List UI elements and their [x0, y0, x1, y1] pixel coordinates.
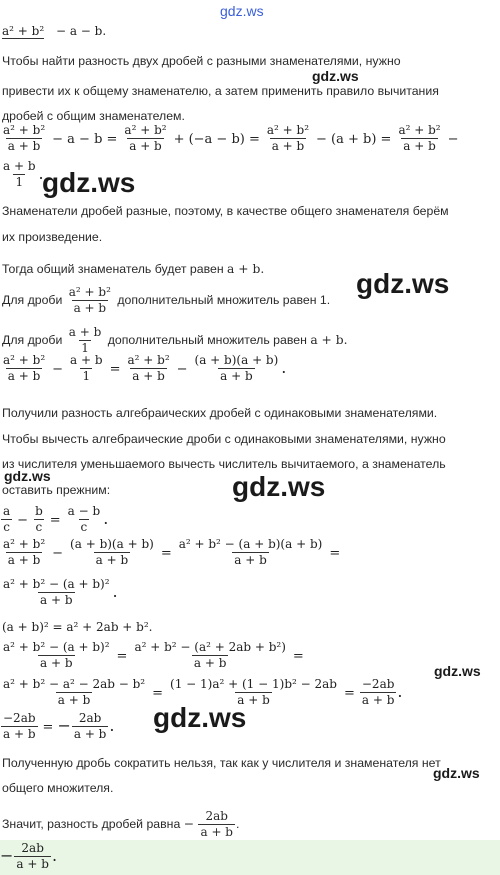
period: .: [281, 358, 287, 377]
text: Для дроби: [2, 293, 63, 307]
denominator: 1: [82, 369, 91, 383]
operator: =: [329, 546, 341, 561]
equation-collect: [0, 678, 403, 707]
text: Значит, разность дробей равна: [2, 817, 181, 831]
denominator: a + b: [220, 369, 253, 383]
operator: =: [109, 362, 121, 377]
text: Тогда общий знаменатель будет равен: [2, 262, 224, 276]
fraction: [67, 286, 113, 315]
numerator: b: [35, 504, 43, 518]
text: Для дроби: [2, 333, 63, 347]
fraction: [1, 538, 47, 567]
denominator: a + b: [3, 727, 36, 741]
fraction: [68, 354, 105, 383]
fraction: [72, 712, 109, 741]
denominator: a + b: [234, 553, 267, 567]
answer-band: [0, 840, 500, 875]
fraction: [68, 538, 156, 567]
watermark-large: gdz.ws: [153, 702, 247, 733]
fraction: [177, 538, 325, 567]
numerator: a² + b²: [68, 285, 111, 300]
math-text: a² + b²: [2, 24, 45, 38]
math-text: − a − b.: [55, 24, 107, 38]
watermark: gdz.ws: [312, 68, 359, 84]
denominator: a + b: [237, 693, 270, 707]
text-line: Чтобы найти разность двух дробей с разными знаменателями, нужно: [2, 54, 401, 68]
text-line: Знаменатели дробей разные, поэтому, в качестве общего знаменателя берём: [2, 204, 449, 218]
fraction: [1, 641, 112, 670]
text-line: привести их к общему знаменателю, а затем применить правило вычитания: [2, 84, 439, 98]
denominator: c: [3, 520, 10, 534]
fraction: [360, 678, 397, 707]
period: .: [103, 509, 109, 528]
numerator: a + b: [70, 353, 103, 367]
fraction: [1, 578, 112, 607]
numerator: 2ab: [205, 809, 228, 824]
text-line: [2, 804, 239, 844]
numerator: a² + b² − (a + b)²: [3, 640, 110, 654]
watermark-top: gdz.ws: [220, 3, 264, 19]
text-line: из числителя уменьшаемого вычесть числитель вычитаемого, а знаменатель: [2, 457, 446, 471]
numerator: a² + b² − (a + b)(a + b): [178, 537, 323, 551]
equation-rule: [0, 505, 108, 534]
numerator: a² + b² − (a + b)²: [3, 577, 110, 591]
numerator: a² + b²: [398, 123, 441, 137]
math-inline: a + b.: [310, 333, 348, 347]
fraction: [14, 842, 51, 871]
square-identity: (a + b)² = a² + 2ab + b².: [2, 620, 153, 634]
operator: − a − b =: [52, 132, 118, 147]
denominator: a + b: [403, 139, 436, 153]
equation-sign: [0, 712, 114, 741]
fraction: [1, 712, 38, 741]
equation-common-denominator: [0, 354, 286, 383]
operator: =: [343, 686, 355, 701]
numerator: a² + b² − a² − 2ab − b²: [3, 677, 146, 691]
numerator: a² + b²: [3, 353, 46, 367]
denominator: a + b: [40, 656, 73, 670]
numerator: a: [3, 504, 11, 518]
numerator: a² + b²: [124, 123, 167, 137]
fraction: [198, 810, 235, 839]
operator: + (−a − b) =: [173, 132, 260, 147]
denominator: c: [35, 520, 43, 534]
equation-subtract: [0, 538, 344, 567]
operator: =: [160, 546, 172, 561]
watermark-large: gdz.ws: [232, 471, 326, 502]
operator: −: [0, 846, 14, 865]
operator: −: [52, 546, 64, 561]
fraction: [122, 124, 168, 153]
numerator: a² + b²: [127, 353, 170, 367]
operator: −: [17, 513, 29, 528]
numerator: −2ab: [3, 711, 36, 725]
denominator: 1: [81, 341, 89, 356]
text-line: [2, 262, 264, 277]
numerator: 2ab: [78, 711, 102, 725]
operator: =: [42, 720, 54, 735]
text: дополнительный множитель равен 1.: [117, 293, 331, 307]
denominator: a + b: [361, 693, 395, 707]
fraction: [1, 124, 47, 153]
numerator: a² + b² − (a² + 2ab + b²): [134, 640, 286, 654]
text-line: оставить прежним:: [2, 483, 111, 497]
period: .: [397, 682, 403, 701]
fraction-continuation: [0, 160, 44, 189]
text-line: Чтобы вычесть алгебраические дроби с одинаковыми знаменателями, нужно: [2, 432, 446, 446]
text-line: [2, 280, 330, 320]
period: .: [112, 582, 118, 601]
numerator: a² + b²: [266, 123, 310, 137]
numerator: a + b: [68, 325, 102, 340]
denominator: a + b: [16, 857, 49, 871]
operator: −: [52, 362, 64, 377]
operator: −: [176, 362, 188, 377]
period: .: [38, 164, 44, 183]
fraction: [396, 124, 442, 153]
watermark-large: gdz.ws: [42, 167, 136, 198]
numerator: a² + b²: [3, 123, 46, 137]
watermark: gdz.ws: [433, 765, 480, 781]
operator: =: [152, 686, 164, 701]
denominator: a + b: [95, 553, 129, 567]
numerator: a − b: [67, 504, 101, 518]
text-line: общего множителя.: [2, 781, 114, 795]
fraction: [1, 678, 147, 707]
fraction: [33, 505, 45, 534]
fraction: [168, 678, 339, 707]
fraction: [132, 641, 287, 670]
text-line: дробей с общим знаменателем.: [2, 109, 185, 123]
fraction: [125, 354, 171, 383]
text-line: их произведение.: [2, 230, 103, 244]
numerator: −2ab: [361, 677, 395, 691]
denominator: a + b: [193, 656, 227, 670]
fraction: [66, 505, 103, 534]
fraction: [1, 160, 38, 189]
equation-subtract-result: [0, 578, 118, 607]
text: дополнительный множитель равен: [107, 333, 307, 347]
text-line: Полученную дробь сократить нельзя, так как у числителя и знаменателя нет: [2, 756, 441, 770]
operator: =: [116, 649, 128, 664]
fraction: [265, 124, 311, 153]
numerator: 2ab: [21, 841, 44, 855]
denominator: a + b: [200, 825, 233, 840]
operator: =: [292, 649, 304, 664]
denominator: 1: [15, 175, 24, 189]
operator: =: [49, 513, 61, 528]
operator: − (a + b) =: [316, 132, 392, 147]
denominator: a + b: [73, 301, 107, 316]
period: .: [109, 716, 115, 735]
operator: −: [57, 716, 71, 735]
denominator: a + b: [40, 593, 73, 607]
equation-expand: [0, 641, 308, 670]
equation-main: [0, 124, 463, 153]
numerator: (1 − 1)a² + (1 − 1)b² − 2ab: [170, 677, 337, 691]
numerator: a + b: [3, 159, 36, 173]
operator: −: [447, 132, 459, 147]
watermark: gdz.ws: [4, 468, 51, 484]
denominator: a + b: [57, 693, 91, 707]
fraction: [67, 326, 104, 355]
denominator: a + b: [73, 727, 107, 741]
watermark: gdz.ws: [434, 663, 481, 679]
numerator: (a + b)(a + b): [194, 353, 279, 367]
answer: [0, 842, 57, 871]
fraction: [1, 505, 12, 534]
operator: −: [183, 817, 195, 831]
period: .: [51, 846, 58, 865]
watermark-large: gdz.ws: [356, 268, 450, 299]
denominator: a + b: [7, 139, 41, 153]
period: .: [236, 817, 240, 831]
numerator: (a + b)(a + b): [70, 537, 154, 551]
denominator: c: [80, 520, 88, 534]
text-line: Получили разность алгебраических дробей с одинаковыми знаменателями.: [2, 406, 438, 420]
denominator: a + b: [132, 369, 165, 383]
denominator: a + b: [271, 139, 305, 153]
numerator: a² + b²: [3, 537, 46, 551]
denominator: a + b: [7, 369, 41, 383]
fraction: [1, 354, 47, 383]
fraction: [193, 354, 281, 383]
denominator: a + b: [129, 139, 162, 153]
math-inline: a + b.: [227, 262, 265, 276]
math-top-expression: [2, 24, 106, 38]
denominator: a + b: [7, 553, 41, 567]
